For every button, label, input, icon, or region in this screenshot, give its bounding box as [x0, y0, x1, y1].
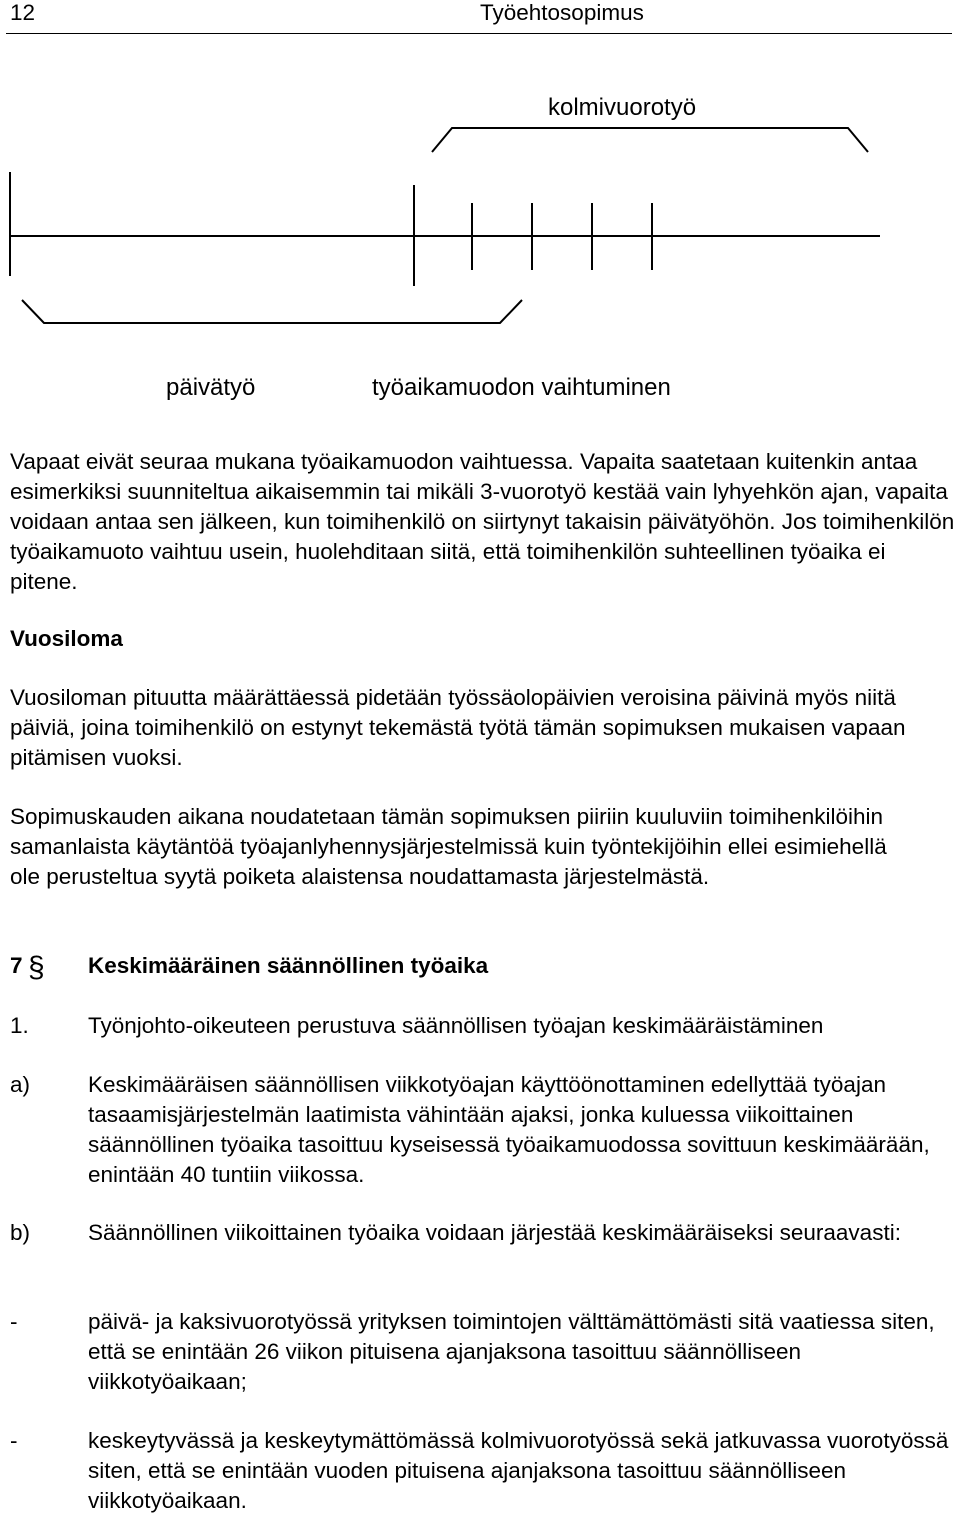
page-number: 12: [10, 0, 36, 25]
section-symbol: §: [28, 951, 45, 984]
list-text: päivä- ja kaksivuorotyössä yrityksen toimintojen välttämättömästi sitä vaatiessa siten, että se enintään 26 viikon pituisena ajanjaksona tasoittuu säännölliseen viikkotyöaikaan;: [88, 1309, 935, 1394]
list-item-dash-1: [10, 1307, 955, 1397]
list-marker: 1.: [10, 1013, 29, 1038]
list-marker: -: [10, 1309, 18, 1334]
paragraph-vapaat: Vapaat eivät seuraa mukana työaikamuodon vaihtuessa. Vapaita saatetaan kuitenkin antaa esimerkiksi suunniteltua aikaisemmin tai mikäli 3-vuorotyö kestää vain lyhyehkön ajan, vapaita voidaan antaa sen jälkeen, kun toimihenkilö on siirtynyt takaisin päivätyöhön. Jos toimihenkilön työaikamuoto vaihtuu usein, huolehditaan siitä, että toimihenkilön suhteellinen työaika ei pitene.: [10, 449, 955, 594]
bracket-day-work: [22, 300, 522, 323]
diagram-label-day-work: päivätyö: [166, 374, 256, 401]
diagram-lines: [0, 0, 960, 340]
list-marker: -: [10, 1428, 18, 1453]
list-item-dash-2: [10, 1426, 955, 1516]
diagram-label-change: työaikamuodon vaihtuminen: [372, 374, 671, 401]
document-title: Työehtosopimus: [480, 0, 644, 25]
section-number: 7: [10, 953, 23, 978]
list-marker: a): [10, 1072, 31, 1097]
list-text: Työnjohto-oikeuteen perustuva säännöllisen työajan keskimääräistäminen: [88, 1013, 824, 1038]
list-item-1: [10, 1011, 955, 1041]
section-title: Keskimääräinen säännöllinen työaika: [88, 953, 489, 978]
heading-vuosiloma: Vuosiloma: [10, 626, 123, 651]
paragraph-vuosiloma: Vuosiloman pituutta määrättäessä pidetään työssäolopäivien veroisina päivinä myös niitä päiviä, joina toimihenkilö on estynyt tekemästä työtä tämän sopimuksen mukaisen vapaan pitämisen vuoksi.: [10, 685, 906, 770]
list-item-b: [10, 1218, 955, 1248]
list-text: Säännöllinen viikoittainen työaika voidaan järjestää keskimääräiseksi seuraavasti:: [88, 1220, 901, 1245]
paragraph-sopimuskausi: Sopimuskauden aikana noudatetaan tämän sopimuksen piiriin kuuluviin toimihenkilöihin samanlaista käytäntöä työajanlyhennysjärjestelmissä kuin työntekijöihin ellei esimiehellä ole perusteltua syytä poiketa alaistensa noudattamasta järjestelmästä.: [10, 804, 887, 889]
list-marker: b): [10, 1220, 31, 1245]
bracket-three-shift: [432, 128, 868, 152]
list-text: keskeytyvässä ja keskeytymättömässä kolmivuorotyössä sekä jatkuvassa vuorotyössä siten, että se enintään vuoden pituisena ajanjaksona tasoittuu säännölliseen viikkotyöaikaan.: [88, 1428, 949, 1513]
list-item-a: [10, 1070, 955, 1190]
diagram-label-three-shift: kolmivuorotyö: [548, 94, 697, 121]
list-text: Keskimääräisen säännöllisen viikkotyöajan käyttöönottaminen edellyttää työajan tasaamisjärjestelmän laatimista vähintään ajaksi, jonka kuluessa viikoittainen säännöllinen työaika tasoittuu kyseisessä työaikamuodossa sovittuun keskimäärään, enintään 40 tuntiin viikossa.: [88, 1072, 930, 1187]
